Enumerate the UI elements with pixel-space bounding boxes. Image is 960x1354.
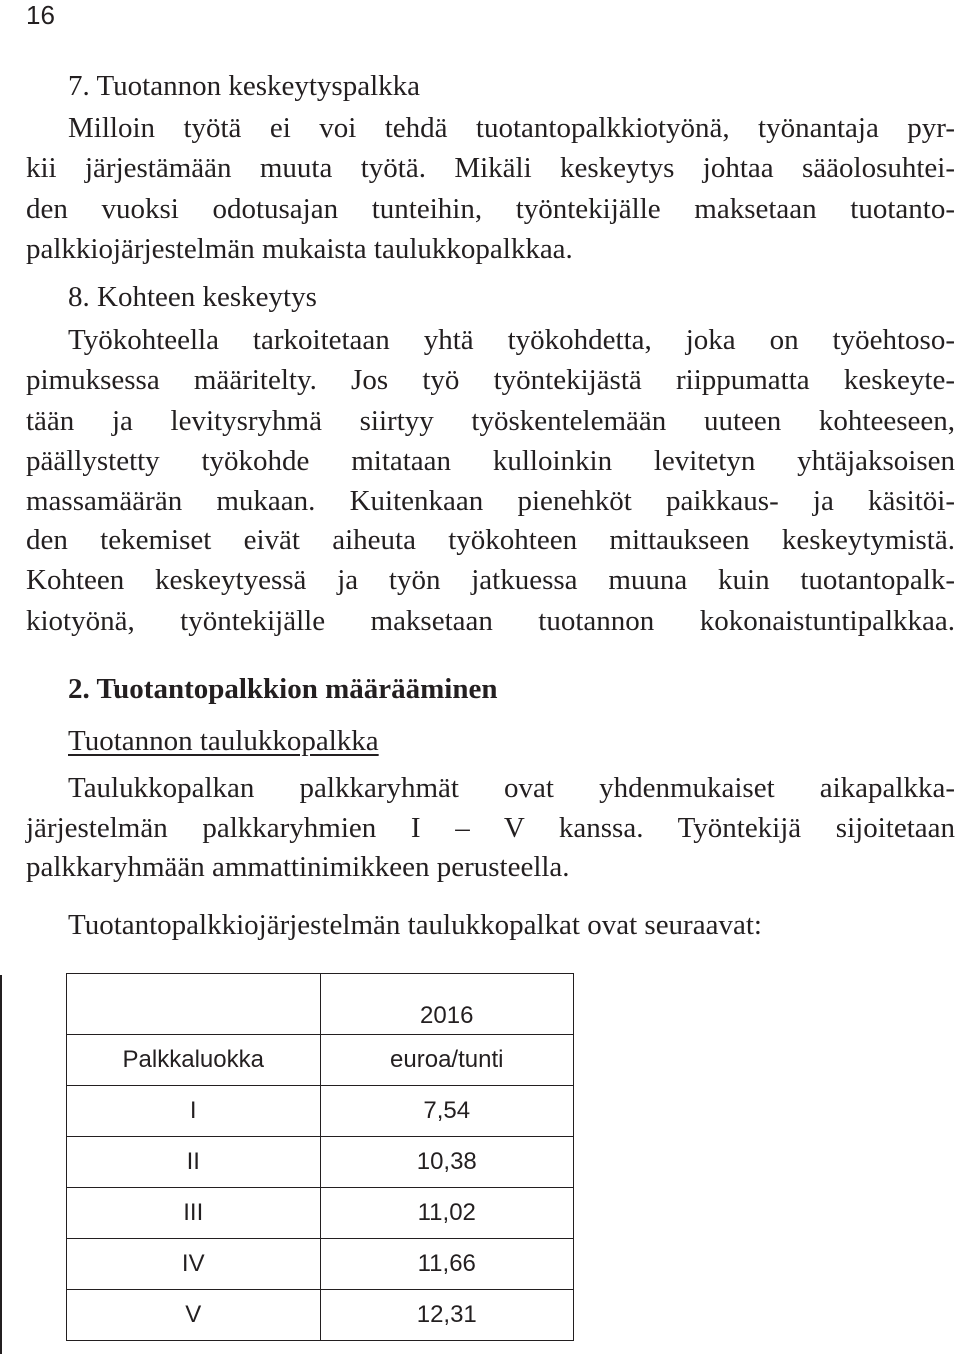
section-2-heading: 2. Tuotantopalkkion määrääminen [68,673,498,705]
rate-header: euroa/tunti [320,1035,574,1086]
table-header-row [67,1035,574,1086]
rate-cell: 12,31 [320,1290,574,1341]
wage-table [66,973,574,1341]
section-8-heading: 8. Kohteen keskeytys [68,281,317,313]
section-8-line-4: päällystetty työkohde mitataan kulloinkin levitetyn yhtäjaksoisen [26,445,955,477]
rate-cell: 7,54 [320,1086,574,1137]
section-8-line-7: Kohteen keskeytyessä ja työn jatkuessa muuna kuin tuotantopalk- [26,564,955,596]
rate-cell: 11,02 [320,1188,574,1239]
empty-header-cell [67,974,321,1035]
pay-class-cell: V [67,1290,321,1341]
page-number: 16 [26,0,55,30]
pay-class-cell: III [67,1188,321,1239]
table-row [67,1086,574,1137]
section-8-line-3: tään ja levitysryhmä siirtyy työskentelemään uuteen kohteeseen, [26,405,955,437]
table-row [67,1239,574,1290]
year-header: 2016 [320,974,574,1035]
rate-cell: 11,66 [320,1239,574,1290]
section-2-line-2: järjestelmän palkkaryhmien I – V kanssa. Työntekijä sijoitetaan [26,812,955,844]
margin-rule [0,975,2,1354]
table-year-row [67,974,574,1035]
section-8-line-1: Työkohteella tarkoitetaan yhtä työkohdetta, joka on työehtoso- [68,324,955,356]
pay-class-cell: I [67,1086,321,1137]
table-row [67,1137,574,1188]
section-7-heading: 7. Tuotannon keskeytyspalkka [68,70,421,102]
pay-class-cell: II [67,1137,321,1188]
section-7-line-1: Milloin työtä ei voi tehdä tuotantopalkkiotyönä, työnantaja pyr- [68,112,955,144]
section-8-line-2: pimuksessa määritelty. Jos työ työntekijästä riippumatta keskeyte- [26,364,955,396]
pay-class-header: Palkkaluokka [67,1035,321,1086]
section-2-subheading: Tuotannon taulukkopalkka [68,725,379,757]
section-7-line-4: palkkiojärjestelmän mukaista taulukkopalkkaa. [26,233,573,265]
pay-class-cell: IV [67,1239,321,1290]
section-7-line-2: kii järjestämään muuta työtä. Mikäli keskeytys johtaa sääolosuhtei- [26,152,955,184]
section-2-line-1: Taulukkopalkan palkkaryhmät ovat yhdenmukaiset aikapalkka- [68,772,955,804]
section-8-line-6: den tekemiset eivät aiheuta työkohteen mittaukseen keskeytymistä. [26,524,955,556]
section-2-line-3: palkkaryhmään ammattinimikkeen perusteella. [26,851,570,883]
table-row [67,1188,574,1239]
table-row [67,1290,574,1341]
section-8-line-8: kiotyönä, työntekijälle maksetaan tuotannon kokonaistuntipalkkaa. [26,605,955,637]
table-intro: Tuotantopalkkiojärjestelmän taulukkopalkat ovat seuraavat: [68,909,762,941]
section-7-line-3: den vuoksi odotusajan tunteihin, työntekijälle maksetaan tuotanto- [26,193,955,225]
section-8-line-5: massamäärän mukaan. Kuitenkaan pienehköt paikkaus- ja käsitöi- [26,485,955,517]
rate-cell: 10,38 [320,1137,574,1188]
